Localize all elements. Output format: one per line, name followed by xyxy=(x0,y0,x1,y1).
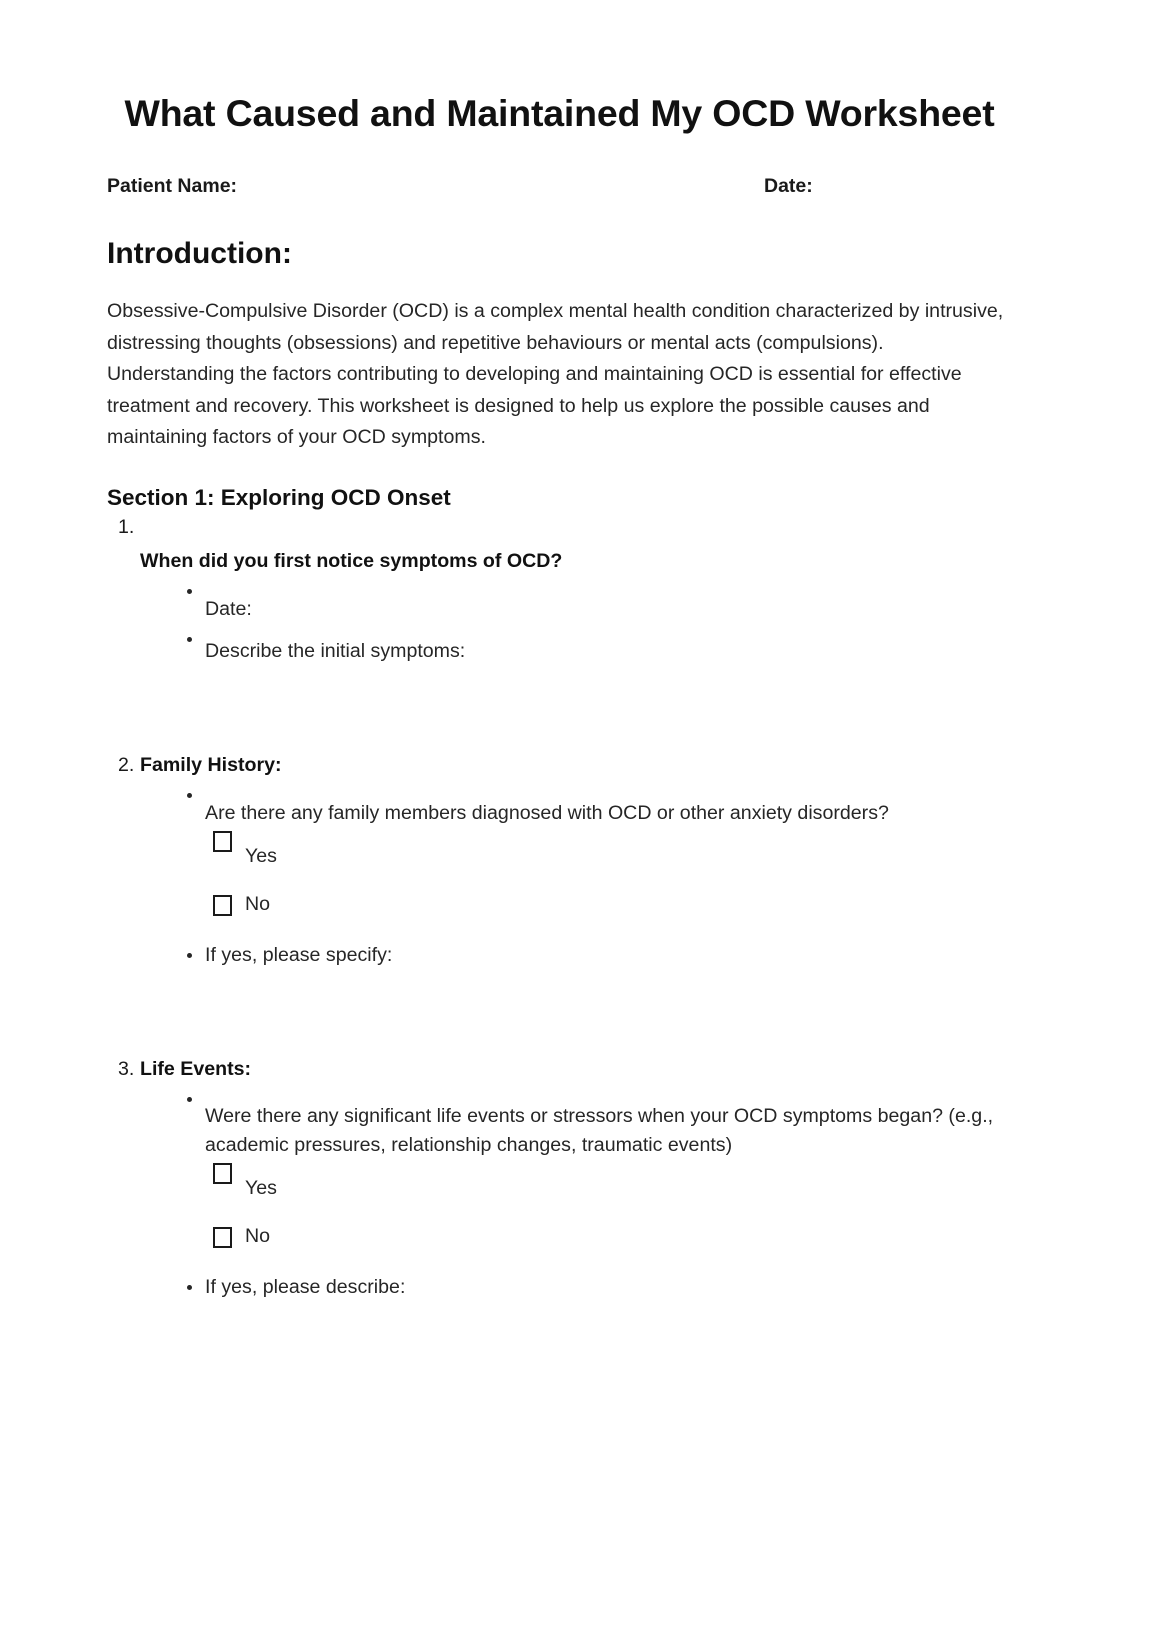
checkbox-option-yes[interactable] xyxy=(140,828,1012,892)
page-title: What Caused and Maintained My OCD Worksheet xyxy=(124,92,995,134)
question-title: Life Events: xyxy=(140,1057,252,1080)
question-item-onset xyxy=(107,512,1012,750)
checkbox-option-no[interactable] xyxy=(140,1224,1012,1272)
checkbox-icon[interactable] xyxy=(213,1227,232,1248)
checkbox-option-yes[interactable] xyxy=(140,1160,1012,1224)
patient-meta-row xyxy=(107,175,1012,201)
list-item: If yes, please describe: xyxy=(140,1272,1012,1302)
introduction-body: Obsessive-Compulsive Disorder (OCD) is a complex mental health condition characterized by intrusive, distressing thoughts (obsessions) and repetitive behaviours or mental acts (compulsions). Understanding the factors contributing to developing and maintaining OCD is essential for effective treatment and recovery. This worksheet is designed to help us explore the possible causes and maintaining factors of your OCD symptoms. xyxy=(107,300,1004,449)
question-number: 2. xyxy=(118,753,135,776)
question-1-bullets xyxy=(140,576,1012,666)
checkbox-icon[interactable] xyxy=(213,895,232,916)
list-item: Are there any family members diagnosed with OCD or other anxiety disorders? xyxy=(140,780,1012,828)
introduction-heading: Introduction: xyxy=(107,237,292,270)
answer-space[interactable] xyxy=(140,970,1012,1054)
question-number: 1. xyxy=(118,515,135,538)
question-title: When did you first notice symptoms of OCD? xyxy=(140,549,563,572)
answer-space[interactable] xyxy=(140,666,1012,750)
question-3-options xyxy=(140,1160,1012,1272)
question-item-life-events xyxy=(107,1054,1012,1372)
checkbox-option-no[interactable] xyxy=(140,892,1012,940)
page-content xyxy=(107,0,1012,1372)
question-2-bullets xyxy=(140,780,1012,828)
question-2-bullets-followup xyxy=(140,940,1012,970)
date-label: Date: xyxy=(764,175,813,197)
checkbox-label: No xyxy=(245,1224,271,1247)
list-item: Describe the initial symptoms: xyxy=(140,624,1012,666)
list-item: Were there any significant life events or stressors when your OCD symptoms began? (e.g., academic pressures, relationship changes, traumatic events) xyxy=(140,1084,1012,1160)
list-item: If yes, please specify: xyxy=(140,940,1012,970)
question-2-options xyxy=(140,828,1012,940)
question-number: 3. xyxy=(118,1057,135,1080)
checkbox-label: Yes xyxy=(245,844,277,867)
section-1-heading: Section 1: Exploring OCD Onset xyxy=(107,484,451,510)
checkbox-label: No xyxy=(245,892,271,915)
question-3-bullets xyxy=(140,1084,1012,1160)
checkbox-icon[interactable] xyxy=(213,831,232,852)
patient-name-label: Patient Name: xyxy=(107,175,238,197)
question-item-family-history xyxy=(107,750,1012,1054)
answer-space[interactable] xyxy=(140,1302,1012,1372)
checkbox-icon[interactable] xyxy=(213,1163,232,1184)
section-1-question-list xyxy=(107,512,1012,1372)
question-title: Family History: xyxy=(140,753,282,776)
list-item: Date: xyxy=(140,576,1012,624)
checkbox-label: Yes xyxy=(245,1176,277,1199)
question-3-bullets-followup xyxy=(140,1272,1012,1302)
